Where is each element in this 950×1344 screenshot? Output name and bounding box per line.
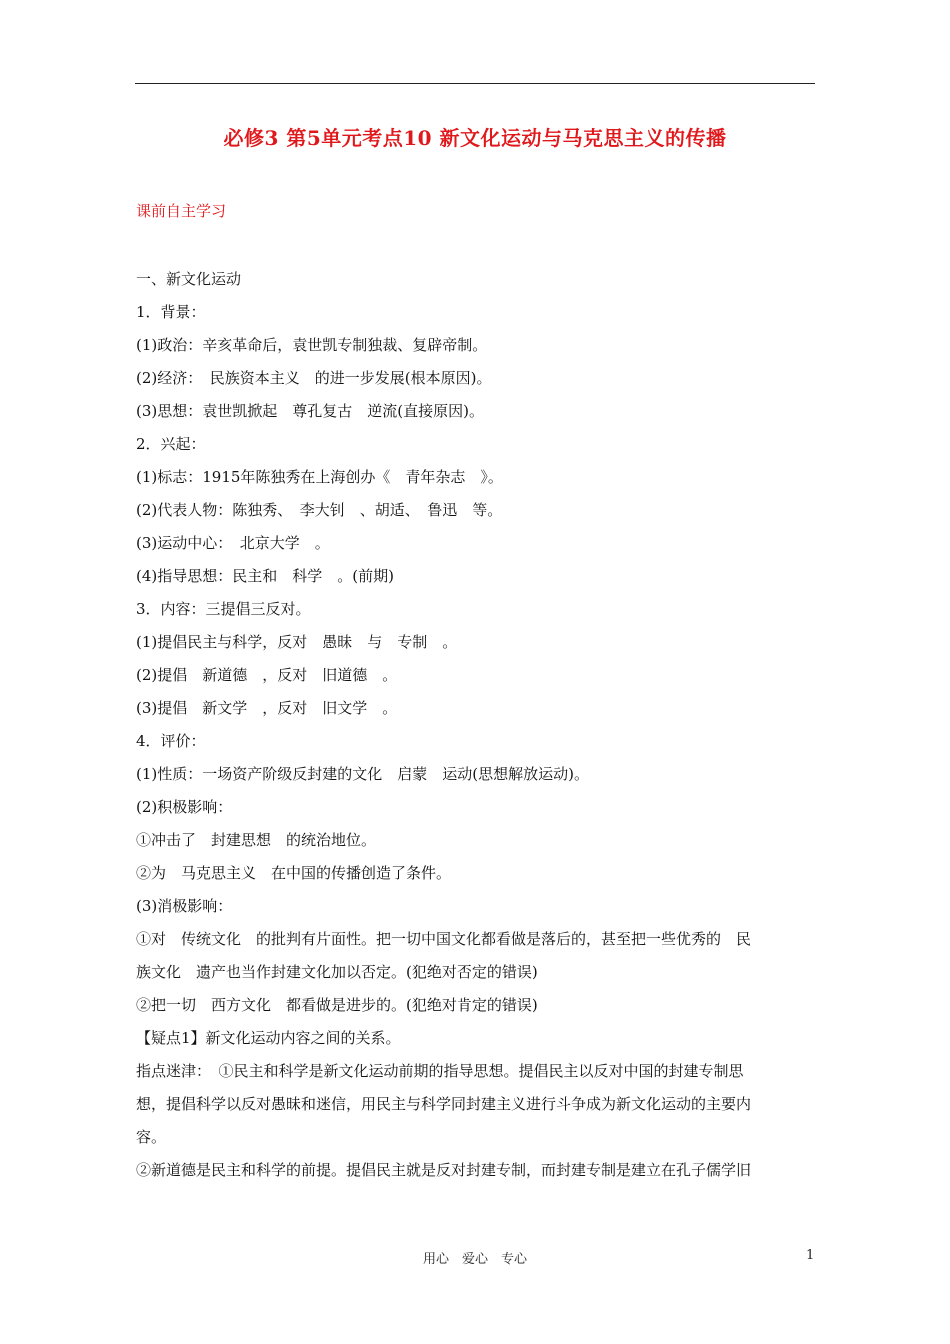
body-line: (3)提倡 新文学 ，反对 旧文学 。 <box>136 699 398 717</box>
body-line: ①冲击了 封建思想 的统治地位。 <box>136 831 377 849</box>
body-line: (2)提倡 新道德 ，反对 旧道德 。 <box>136 666 398 684</box>
body-line: (1)提倡民主与科学，反对 愚昧 与 专制 。 <box>136 633 458 651</box>
body-line: 1．背景： <box>136 303 206 321</box>
body-line: (2)代表人物：陈独秀、 李大钊 、胡适、 鲁迅 等。 <box>136 501 503 519</box>
header-rule <box>135 83 815 84</box>
body-line: (3)思想：袁世凯掀起 尊孔复古 逆流(直接原因)。 <box>136 402 484 420</box>
body-line: ②为 马克思主义 在中国的传播创造了条件。 <box>136 864 452 882</box>
body-line: (2)积极影响： <box>136 798 233 816</box>
section-heading: 课前自主学习 <box>136 202 227 220</box>
body-line: (3)运动中心： 北京大学 。 <box>136 534 330 552</box>
body-line: 族文化 遗产也当作封建文化加以否定。(犯绝对否定的错误) <box>136 963 538 981</box>
body-line: 3．内容：三提倡三反对。 <box>136 600 311 618</box>
document-body <box>136 263 816 1187</box>
body-line: 2．兴起： <box>136 435 206 453</box>
body-line: 容。 <box>136 1128 167 1146</box>
body-line: (1)标志：1915年陈独秀在上海创办《 青年杂志 》。 <box>136 468 503 486</box>
body-line: ①对 传统文化 的批判有片面性。把一切中国文化都看做是落后的，甚至把一些优秀的 民 <box>136 930 752 948</box>
body-line: (3)消极影响： <box>136 897 233 915</box>
body-line: ②新道德是民主和科学的前提。提倡民主就是反对封建专制，而封建专制是建立在孔子儒学旧 <box>136 1161 752 1179</box>
page-number: 1 <box>806 1248 815 1263</box>
body-line: 一、新文化运动 <box>136 270 242 288</box>
body-line: (4)指导思想：民主和 科学 。(前期) <box>136 567 394 585</box>
body-line: (2)经济： 民族资本主义 的进一步发展(根本原因)。 <box>136 369 492 387</box>
footer-motto: 用心 爱心 专心 <box>422 1252 527 1267</box>
body-line: (1)性质：一场资产阶级反封建的文化 启蒙 运动(思想解放运动)。 <box>136 765 589 783</box>
body-line: 指点迷津： ①民主和科学是新文化运动前期的指导思想。提倡民主以反对中国的封建专制思 <box>136 1062 744 1080</box>
body-line: 【疑点1】新文化运动内容之间的关系。 <box>136 1029 401 1047</box>
body-line: 想，提倡科学以反对愚昧和迷信，用民主与科学同封建主义进行斗争成为新文化运动的主要内 <box>136 1095 752 1113</box>
document-title: 必修3 第5单元考点10 新文化运动与马克思主义的传播 <box>223 126 727 150</box>
body-line: (1)政治：辛亥革命后，袁世凯专制独裁、复辟帝制。 <box>136 336 488 354</box>
body-line: ②把一切 西方文化 都看做是进步的。(犯绝对肯定的错误) <box>136 996 538 1014</box>
body-line: 4．评价： <box>136 732 206 750</box>
